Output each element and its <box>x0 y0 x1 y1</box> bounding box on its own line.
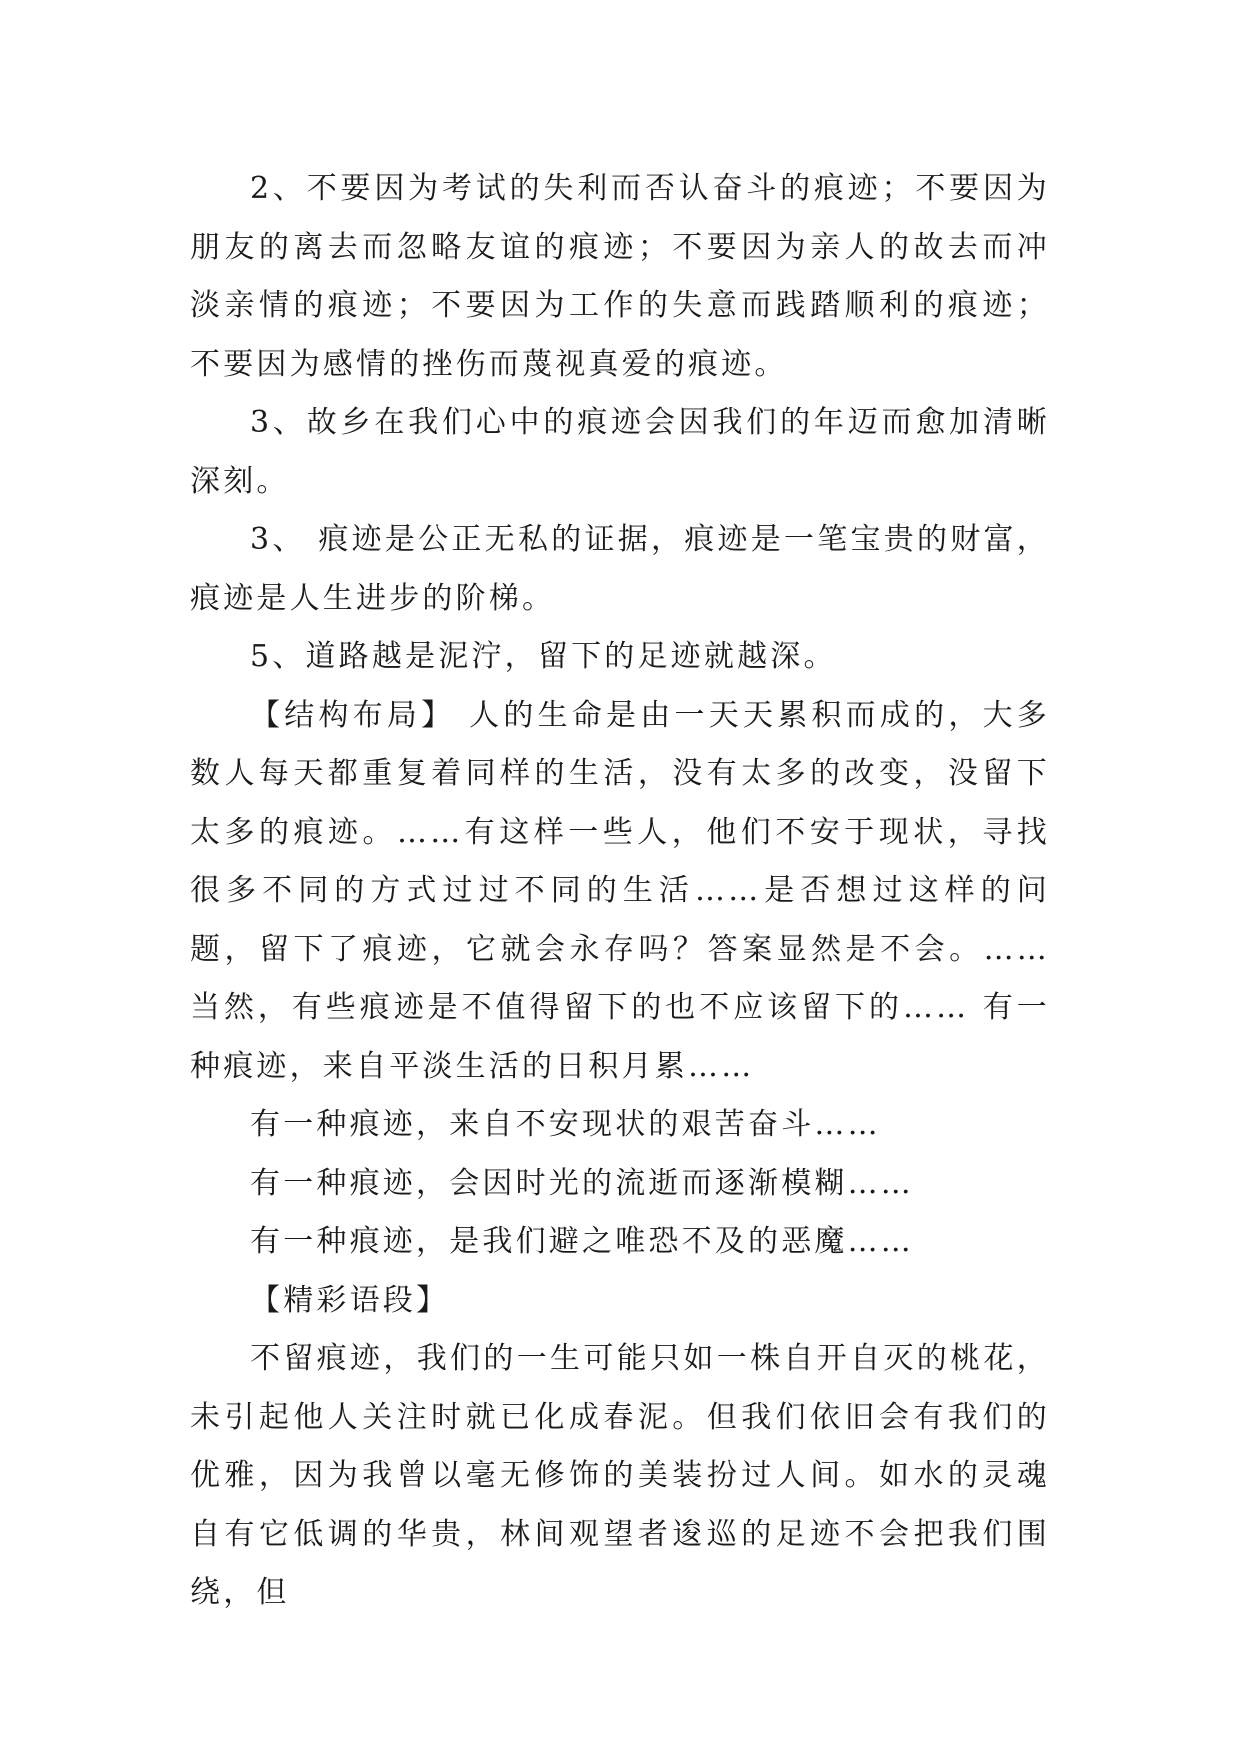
paragraph-trace-1: 有一种痕迹，来自不安现状的艰苦奋斗…… <box>250 1107 881 1142</box>
document-body <box>190 160 1050 1623</box>
paragraph-1: 2、不要因为考试的失利而否认奋斗的痕迹；不要因为朋友的离去而忽略友谊的痕迹；不要因为亲人的故去而冲淡亲情的痕迹；不要因为工作的失意而践踏顺利的痕迹；不要因为感情的挫伤而蔑视真爱的痕迹。 <box>190 171 1050 382</box>
paragraph-4: 5、道路越是泥泞，留下的足迹就越深。 <box>250 639 837 674</box>
paragraph-excerpt: 不留痕迹，我们的一生可能只如一株自开自灭的桃花，未引起他人关注时就已化成春泥。但我们依旧会有我们的优雅，因为我曾以毫无修饰的美装扮过人间。如水的灵魂自有它低调的华贵，林间观望者逡巡的足迹不会把我们围绕，但 <box>190 1341 1050 1610</box>
paragraph-3: 3、 痕迹是公正无私的证据，痕迹是一笔宝贵的财富，痕迹是人生进步的阶梯。 <box>190 522 1050 616</box>
paragraph-trace-3: 有一种痕迹，是我们避之唯恐不及的恶魔…… <box>250 1224 914 1259</box>
section-heading-excerpt: 【精彩语段】 <box>250 1282 450 1318</box>
paragraph-2: 3、故乡在我们心中的痕迹会因我们的年迈而愈加清晰深刻。 <box>190 405 1050 499</box>
paragraph-trace-2: 有一种痕迹，会因时光的流逝而逐渐模糊…… <box>250 1165 914 1201</box>
paragraph-structure-layout: 【结构布局】 人的生命是由一天天累积而成的，大多数人每天都重复着同样的生活，没有太多的改变，没留下太多的痕迹。……有这样一些人，他们不安于现状，寻找很多不同的方式过过不同的生活……是否想过这样的问题，留下了痕迹，它就会永存吗？答案显然是不会。……当然，有些痕迹是不值得留下的也不应该留下的…… 有一种痕迹，来自平淡生活的日积月累…… <box>190 697 1050 1084</box>
